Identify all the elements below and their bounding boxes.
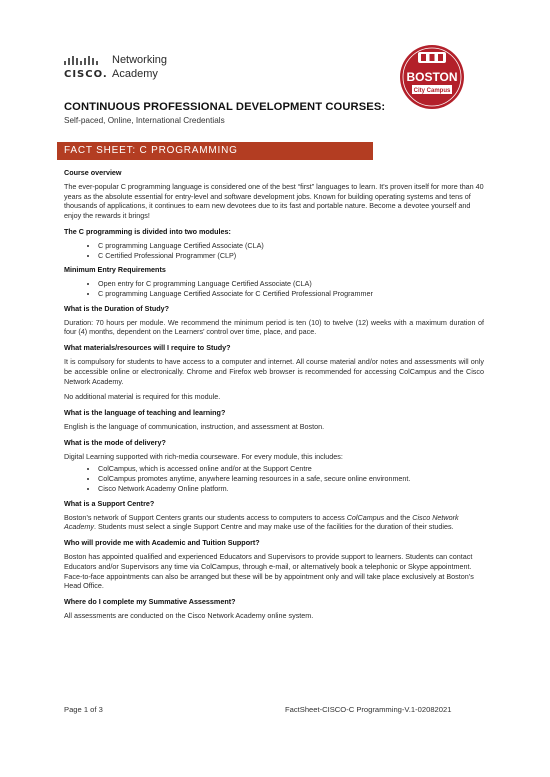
page-number: Page 1 of 3 [64,705,103,714]
list-item: • C Certified Professional Programmer (CLP) [98,251,484,261]
boston-logo-name: BOSTON [406,70,458,84]
page-title: CONTINUOUS PROFESSIONAL DEVELOPMENT COURSES: [64,101,386,113]
section-paragraph: All assessments are conducted on the Cisco Network Academy online system. [64,610,314,620]
section-heading: The C programming is divided into two modules: [64,226,231,236]
list-item: • C programming Language Certified Associate for C Certified Professional Programmer [98,289,484,299]
page-subtitle: Self-paced, Online, International Credentials [64,116,225,125]
modules-list [64,241,484,261]
delivery-list [64,464,484,493]
fact-sheet-banner-label: FACT SHEET: C PROGRAMMING [64,145,238,156]
section-heading: What is the language of teaching and learning? [64,408,226,418]
section-heading: What is a Support Centre? [64,498,155,508]
cisco-bars-icon [64,56,104,68]
list-item: • ColCampus promotes anytime, anywhere learning resources in a safe, secure online environment. [98,474,484,484]
section-heading: Minimum Entry Requirements [64,265,166,275]
networking-label: Networking [112,54,168,66]
cisco-wordmark: CISCO. [64,69,108,80]
entry-requirements-list [64,279,484,299]
boston-seal-icon [398,44,466,110]
fact-sheet-content [64,168,484,627]
document-reference: FactSheet-CISCO-C Programming-V.1-02082021 [285,705,452,714]
section-paragraph: English is the language of communication, instruction, and assessment at Boston. [64,421,325,431]
section-paragraph: Duration: 70 hours per module. We recommend the minimum period is ten (10) to twelve (12) weeks with a maximum duration of four (4) months, dependent on the Learners’ control over time, place, and pace. [64,317,484,337]
text-run-italic: ColCampus [346,512,385,522]
cisco-networking-academy-logo [64,54,174,84]
section-heading: What is the Duration of Study? [64,303,170,313]
fact-sheet-banner [57,142,373,160]
section-heading: Course overview [64,168,122,177]
section-heading: Where do I complete my Summative Assessment? [64,597,236,607]
section-heading: What materials/resources will I require to Study? [64,343,231,353]
section-paragraph: It is compulsory for students to have access to a computer and internet. All course material and/or notes and assessments will only be accessible online or electronically. Chrome and Firefox web browser is recommended for accessing ColCampus and the Cisco Network Academy. [64,356,484,386]
section-heading: What is the mode of delivery? [64,437,166,447]
text-run: Boston’s network of Support Centers grants our students access to computers to access [64,512,347,522]
list-item: • C programming Language Certified Associate (CLA) [98,241,484,251]
list-item: • Open entry for C programming Language Certified Associate (CLA) [98,279,484,289]
section-paragraph: Boston has appointed qualified and experienced Educators and Supervisors to provide support to learners. Students can contact Educators and/or Supervisors any time via ColCampus, through e-mail, or alternatively book a telephonic or Skype appointment. Face-to-face appointments can also be arranged but these will be by appointment only and will take place exclusively at Boston’s Head Office. [64,551,474,591]
list-item: • ColCampus, which is accessed online and/or at the Support Centre [98,464,484,474]
boston-city-campus-logo [398,44,466,110]
section-paragraph: The ever-popular C programming language is considered one of the best “first” languages to learn. It's proven itself for more than 40 years as the absolute essential for entry-level and software development jobs. Known for building operating systems and tens of thousands of applications, it continues to earn new devotees due to its fast and portable nature. Become a devotee yourself and enjoy the rewards it brings! [64,181,484,221]
list-item: • Cisco Network Academy Online platform. [98,484,484,494]
section-paragraph [64,513,484,533]
section-heading: Who will provide me with Academic and Tuition Support? [64,538,260,548]
text-run: . Students must select a single Support Centre and may make use of the facilities for the duration of their studies. [93,522,454,532]
academy-label: Academy [112,68,158,80]
text-run: and the [384,512,413,522]
text-run-italic: Cisco Network Academy [64,512,459,532]
boston-logo-campus: City Campus [413,88,451,94]
section-paragraph: No additional material is required for this module. [64,392,221,402]
section-paragraph: Digital Learning supported with rich-media courseware. For every module, this includes: [64,451,343,461]
